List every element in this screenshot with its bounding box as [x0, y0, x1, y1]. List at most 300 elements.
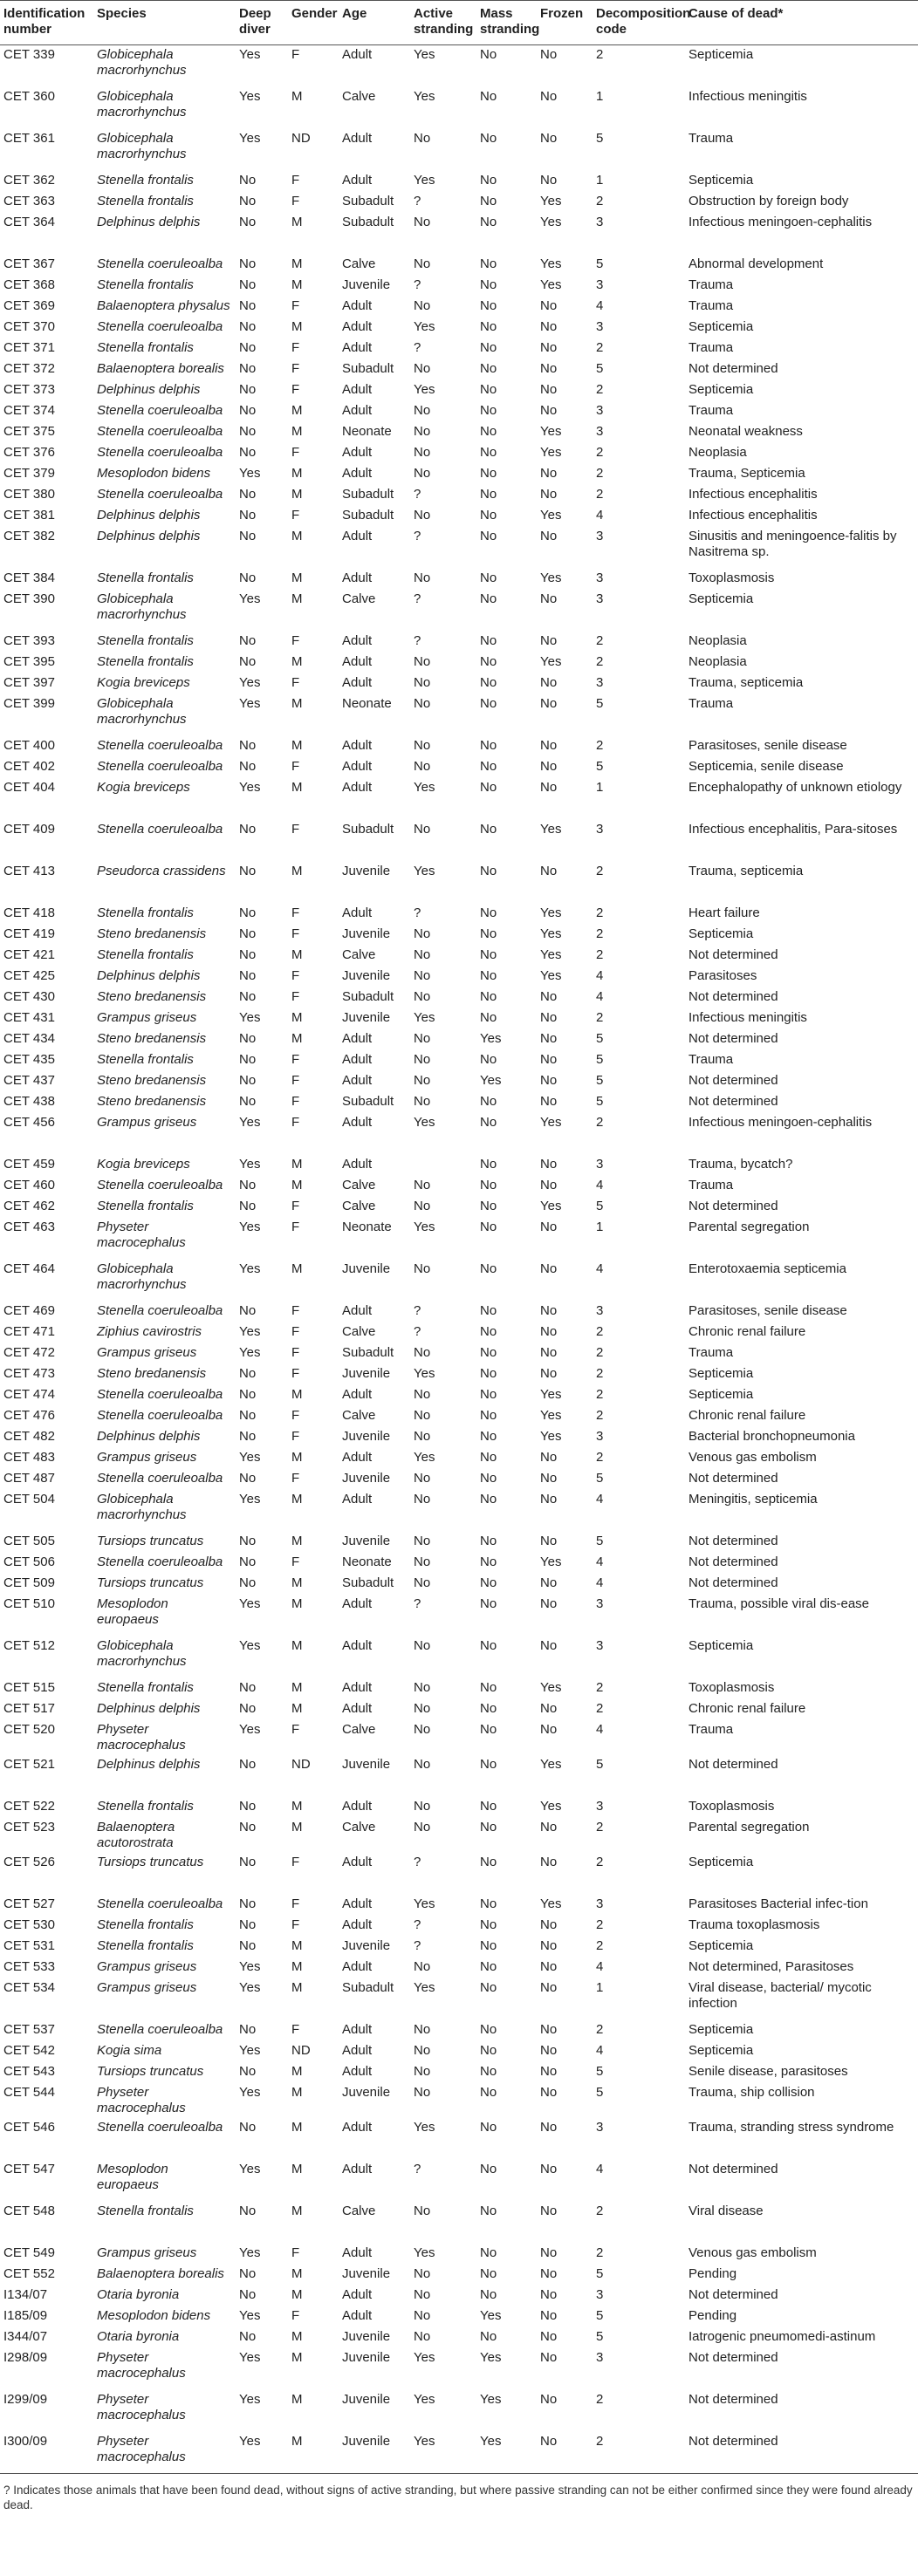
cell-species: Globicephala macrorhynchus [97, 695, 187, 727]
cell-decomposition: 2 [596, 2391, 604, 2407]
cell-deep-diver: No [239, 339, 257, 355]
cell-decomposition: 3 [596, 570, 604, 585]
cell-active-stranding: No [414, 1261, 431, 1276]
cell-cause: Pending [688, 2307, 737, 2323]
cell-decomposition: 3 [596, 1595, 604, 1611]
header-active-stranding: Active stranding [410, 1, 476, 45]
cell-mass-stranding: No [480, 1819, 497, 1835]
cell-id: CET 487 [3, 1470, 55, 1486]
cell-gender: M [291, 1156, 303, 1172]
cell-decomposition: 4 [596, 2042, 604, 2058]
table-row [0, 1302, 918, 1322]
cell-mass-stranding: Yes [476, 2432, 537, 2474]
cell-age: Juvenile [342, 1009, 391, 1025]
cell-active-stranding: Yes [414, 1896, 435, 1911]
cell-gender: M [291, 2161, 303, 2176]
cell-frozen: No [540, 47, 558, 62]
cell-species: Stenella coeruleoalba [97, 737, 223, 753]
cell-decomposition: 4 [596, 1261, 604, 1276]
cell-active-stranding: No [414, 2265, 431, 2281]
table-row [0, 946, 918, 967]
cell-age: Juvenile [342, 2349, 391, 2365]
cell-age: Adult [342, 758, 373, 774]
cell-mass-stranding: No [480, 1470, 497, 1486]
cell-cause: Septicemia [688, 47, 754, 62]
cell-age: Adult [342, 1917, 373, 1932]
cell-frozen: No [540, 1575, 558, 1590]
cell-active-stranding: Yes [414, 2349, 435, 2365]
cell-age: Adult [342, 1700, 373, 1716]
cell-mass-stranding: No [480, 2084, 497, 2100]
header-mass-stranding: Mass stranding [476, 1, 537, 45]
cell-id: CET 409 [3, 821, 55, 837]
cell-deep-diver: No [239, 277, 257, 292]
cell-id: I299/09 [3, 2391, 48, 2407]
cell-decomposition: 4 [596, 297, 604, 313]
cell-species: Stenella frontalis [97, 653, 194, 669]
cell-cause: Not determined [688, 2391, 778, 2407]
cell-species: Stenella coeruleoalba [97, 1302, 223, 1318]
cell-cause: Infectious encephalitis, Para-sitoses [688, 821, 898, 837]
cell-mass-stranding: No [480, 1595, 497, 1611]
cell-age: Calve [342, 1407, 376, 1423]
cell-active-stranding: Yes [414, 1219, 435, 1234]
cell-id: CET 425 [3, 967, 55, 983]
cell-age: Juvenile [342, 277, 391, 292]
cell-id: CET 368 [3, 277, 55, 292]
cell-age: Adult [342, 297, 373, 313]
cell-frozen: No [540, 695, 558, 711]
cell-species: Tursiops truncatus [97, 1575, 204, 1590]
cell-active-stranding: ? [414, 277, 421, 292]
cell-frozen: Yes [540, 423, 562, 439]
cell-frozen: No [540, 674, 558, 690]
cell-decomposition: 3 [596, 591, 604, 606]
cell-active-stranding: No [414, 1030, 431, 1046]
cell-gender: F [291, 360, 300, 376]
cell-cause: Not determined [685, 2432, 918, 2474]
cell-active-stranding: No [414, 130, 431, 146]
cell-species: Stenella frontalis [97, 277, 194, 292]
table-row [0, 1916, 918, 1937]
cell-species: Globicephala macrorhynchus [97, 1637, 187, 1669]
cell-frozen: No [540, 1449, 558, 1465]
cell-cause: Trauma, bycatch? [688, 1156, 793, 1172]
cell-mass-stranding: No [480, 2286, 497, 2302]
cell-age: Adult [342, 465, 373, 481]
cell-age: Neonate [342, 695, 392, 711]
cell-frozen: No [540, 1595, 558, 1611]
table-row [0, 255, 918, 276]
table-row [0, 1678, 918, 1699]
cell-active-stranding: No [414, 821, 431, 837]
cell-cause: Not determined [688, 360, 778, 376]
cell-species: Stenella frontalis [97, 905, 194, 920]
cell-active-stranding: ? [414, 1595, 421, 1611]
cell-deep-diver: Yes [239, 1156, 261, 1172]
cell-cause: Not determined [688, 1533, 778, 1548]
cell-species: Globicephala macrorhynchus [97, 1261, 187, 1292]
cell-species: Delphinus delphis [97, 967, 201, 983]
cell-active-stranding: Yes [414, 1979, 435, 1995]
cell-deep-diver: No [239, 653, 257, 669]
cell-id: CET 438 [3, 1093, 55, 1109]
cell-active-stranding: No [414, 967, 431, 983]
cell-gender: F [291, 2021, 300, 2037]
cell-frozen: Yes [540, 1407, 562, 1423]
cell-id: CET 373 [3, 381, 55, 397]
cell-frozen: No [540, 1700, 558, 1716]
cell-mass-stranding: No [480, 47, 497, 62]
table-row [0, 1343, 918, 1364]
cell-deep-diver: No [239, 1575, 257, 1590]
cell-age: Neonate [342, 1554, 392, 1569]
cell-active-stranding: Yes [414, 172, 435, 188]
table-row [0, 925, 918, 946]
table-row [0, 1755, 918, 1797]
cell-gender: M [291, 1637, 303, 1653]
cell-decomposition: 3 [596, 402, 604, 418]
cell-mass-stranding: No [480, 1365, 497, 1381]
table-row [0, 87, 918, 129]
cell-gender: F [291, 1470, 300, 1486]
cell-age: Adult [342, 2245, 373, 2260]
cell-frozen: Yes [540, 214, 562, 229]
cell-gender: M [291, 1679, 303, 1695]
cell-id: CET 512 [3, 1637, 55, 1653]
cell-cause: Toxoplasmosis [688, 570, 775, 585]
cell-cause: Infectious encephalitis [688, 507, 818, 523]
cell-mass-stranding: No [480, 2119, 497, 2135]
cell-active-stranding: ? [414, 1854, 421, 1869]
cell-age: Adult [342, 2286, 373, 2302]
cell-gender: M [291, 2349, 303, 2365]
cell-age: Adult [342, 2042, 373, 2058]
cell-active-stranding: ? [414, 2161, 421, 2176]
cell-deep-diver: No [239, 2265, 257, 2281]
cell-decomposition: 5 [596, 1198, 604, 1213]
cell-deep-diver: Yes [239, 1449, 261, 1465]
cell-frozen: No [540, 172, 558, 188]
cell-gender: F [291, 1114, 300, 1130]
table-row [0, 1699, 918, 1720]
cell-gender: F [291, 172, 300, 188]
cell-species: Stenella frontalis [97, 570, 194, 585]
cell-frozen: Yes [540, 1798, 562, 1814]
cell-id: CET 549 [3, 2245, 55, 2260]
cell-deep-diver: No [239, 570, 257, 585]
table-row [0, 1895, 918, 1916]
cell-deep-diver: Yes [239, 674, 261, 690]
cell-age: Subadult [342, 1344, 394, 1360]
cell-gender: M [291, 1575, 303, 1590]
cell-age: Juvenile [342, 926, 391, 941]
cell-decomposition: 2 [596, 653, 604, 669]
cell-active-stranding: No [414, 1072, 431, 1088]
cell-cause: Not determined [688, 1072, 778, 1088]
cell-deep-diver: No [239, 1365, 257, 1381]
cell-gender: ND [291, 2042, 311, 2058]
cell-mass-stranding: No [480, 1756, 497, 1772]
cell-deep-diver: No [239, 632, 257, 648]
cell-deep-diver: Yes [239, 2084, 261, 2100]
cell-active-stranding: No [414, 2307, 431, 2323]
cell-mass-stranding: No [480, 758, 497, 774]
cell-mass-stranding: No [480, 1156, 497, 1172]
cell-frozen: No [540, 1979, 558, 1995]
cell-decomposition: 3 [596, 318, 604, 334]
cell-deep-diver: No [239, 2328, 257, 2344]
cell-age: Neonate [342, 1219, 392, 1234]
cell-frozen: No [540, 360, 558, 376]
cell-gender: M [291, 423, 303, 439]
cell-frozen: No [540, 988, 558, 1004]
cell-gender: M [291, 1979, 303, 1995]
cell-species: Stenella frontalis [97, 1798, 194, 1814]
cell-species: Stenella coeruleoalba [97, 1407, 223, 1423]
cell-gender: F [291, 1896, 300, 1911]
cell-mass-stranding: No [480, 193, 497, 208]
cell-frozen: Yes [540, 1198, 562, 1213]
cell-decomposition: 2 [596, 1679, 604, 1695]
table-row [0, 1853, 918, 1895]
cell-decomposition: 5 [596, 1030, 604, 1046]
cell-age: Adult [342, 528, 373, 543]
cell-gender: F [291, 507, 300, 523]
cell-mass-stranding: No [480, 1428, 497, 1444]
cell-deep-diver: Yes [239, 1637, 261, 1653]
table-row [0, 2041, 918, 2062]
cell-gender: M [291, 318, 303, 334]
cell-gender: F [291, 1344, 300, 1360]
cell-cause: Not determined [688, 1030, 778, 1046]
table-row [0, 1720, 918, 1755]
cell-active-stranding: ? [414, 1302, 421, 1318]
cell-decomposition: 1 [596, 172, 604, 188]
cell-id: I185/09 [3, 2307, 48, 2323]
cell-species: Physeter macrocephalus [97, 2084, 186, 2115]
cell-frozen: Yes [540, 1386, 562, 1402]
cell-cause: Trauma, septicemia [688, 863, 804, 878]
header-decomposition: Decomposition code [593, 1, 685, 45]
cell-active-stranding: No [414, 2021, 431, 2037]
cell-age: Adult [342, 1491, 373, 1507]
cell-mass-stranding: No [480, 1407, 497, 1423]
cell-species: Globicephala macrorhynchus [97, 1491, 187, 1522]
cell-decomposition: 3 [596, 2119, 604, 2135]
table-row [0, 297, 918, 318]
cell-gender: F [291, 1093, 300, 1109]
cell-mass-stranding: No [480, 1093, 497, 1109]
cell-mass-stranding: No [480, 1261, 497, 1276]
cell-active-stranding: No [414, 444, 431, 460]
table-row [0, 1469, 918, 1490]
cell-mass-stranding: No [480, 1937, 497, 1953]
cell-species: Stenella coeruleoalba [97, 758, 223, 774]
cell-gender: F [291, 926, 300, 941]
cell-mass-stranding: No [480, 2021, 497, 2037]
cell-id: CET 462 [3, 1198, 55, 1213]
cell-age: Adult [342, 339, 373, 355]
cell-gender: M [291, 1009, 303, 1025]
cell-frozen: No [540, 2245, 558, 2260]
cell-species: Otaria byronia [97, 2328, 180, 2344]
cell-cause: Encephalopathy of unknown etiology [688, 779, 902, 795]
cell-species: Stenella coeruleoalba [97, 256, 223, 271]
cell-gender: F [291, 339, 300, 355]
cell-id: CET 472 [3, 1344, 55, 1360]
cell-gender: F [291, 967, 300, 983]
cell-deep-diver: Yes [239, 130, 261, 146]
cell-mass-stranding: No [480, 88, 497, 104]
cell-gender: ND [291, 130, 311, 146]
table-row [0, 1071, 918, 1092]
cell-gender: F [291, 821, 300, 837]
cell-id: CET 363 [3, 193, 55, 208]
table-row [0, 1937, 918, 1958]
cell-decomposition: 2 [596, 486, 604, 502]
cell-frozen: No [540, 2328, 558, 2344]
cell-decomposition: 4 [596, 967, 604, 983]
cell-deep-diver: Yes [236, 2432, 288, 2474]
cell-cause: Trauma, septicemia [688, 674, 804, 690]
cell-mass-stranding: No [480, 674, 497, 690]
cell-age: Adult [342, 1637, 373, 1653]
cell-age: Calve [342, 591, 376, 606]
cell-mass-stranding: No [480, 423, 497, 439]
cell-active-stranding: No [414, 570, 431, 585]
cell-mass-stranding: No [480, 821, 497, 837]
cell-age: Calve [342, 1198, 376, 1213]
cell-gender: M [291, 277, 303, 292]
cell-active-stranding: Yes [414, 863, 435, 878]
cell-species: Stenella coeruleoalba [97, 821, 223, 837]
cell-deep-diver: Yes [239, 88, 261, 104]
cell-species: Steno bredanensis [97, 1030, 207, 1046]
cell-deep-diver: Yes [239, 2391, 261, 2407]
cell-gender: F [291, 1198, 300, 1213]
cell-frozen: No [540, 2203, 558, 2218]
cell-age: Adult [342, 444, 373, 460]
cell-id: CET 372 [3, 360, 55, 376]
cell-id: CET 547 [3, 2161, 55, 2176]
cell-active-stranding: No [414, 653, 431, 669]
cell-id: CET 526 [3, 1854, 55, 1869]
cell-frozen: No [540, 2084, 558, 2100]
cell-active-stranding: No [414, 1700, 431, 1716]
cell-decomposition: 2 [596, 1365, 604, 1381]
table-row [0, 1364, 918, 1385]
cell-mass-stranding: No [480, 1575, 497, 1590]
cell-cause: Septicemia [688, 318, 754, 334]
cell-gender: M [291, 946, 303, 962]
cell-cause: Chronic renal failure [688, 1407, 806, 1423]
cell-age: Adult [342, 905, 373, 920]
cell-decomposition: 2 [596, 444, 604, 460]
cell-species: Delphinus delphis [97, 507, 201, 523]
cell-frozen: Yes [540, 1896, 562, 1911]
table-row [0, 171, 918, 192]
cell-species: Delphinus delphis [97, 1428, 201, 1444]
cell-id: I298/09 [3, 2349, 48, 2365]
cell-deep-diver: No [239, 360, 257, 376]
table-row [0, 1092, 918, 1113]
cell-gender: F [291, 758, 300, 774]
cell-id: CET 476 [3, 1407, 55, 1423]
cell-id: CET 515 [3, 1679, 55, 1695]
cell-id: CET 527 [3, 1896, 55, 1911]
table-row [0, 2062, 918, 2083]
cell-cause: Senile disease, parasitoses [688, 2063, 848, 2079]
cell-gender: F [291, 1854, 300, 1869]
cell-id: CET 537 [3, 2021, 55, 2037]
table-row [0, 736, 918, 757]
cell-frozen: No [540, 1093, 558, 1109]
header-gender: Gender [288, 1, 339, 45]
cell-age: Subadult [342, 507, 394, 523]
cell-id: CET 395 [3, 653, 55, 669]
cell-decomposition: 5 [596, 1093, 604, 1109]
cell-cause: Parental segregation [688, 1819, 810, 1835]
cell-mass-stranding: No [480, 402, 497, 418]
cell-decomposition: 2 [596, 339, 604, 355]
cell-id: CET 544 [3, 2084, 55, 2100]
cell-mass-stranding: No [480, 130, 497, 146]
cell-mass-stranding: No [480, 2042, 497, 2058]
cell-id: CET 400 [3, 737, 55, 753]
cell-species: Grampus griseus [97, 1449, 197, 1465]
table-row [0, 1260, 918, 1302]
cell-gender: M [291, 465, 303, 481]
cell-age: Calve [342, 1177, 376, 1192]
cell-decomposition: 3 [596, 1428, 604, 1444]
cell-decomposition: 4 [596, 1721, 604, 1737]
cell-species: Physeter macrocephalus [97, 1721, 186, 1753]
cell-active-stranding: ? [414, 1917, 421, 1932]
cell-active-stranding: Yes [414, 2391, 435, 2407]
cell-id: CET 456 [3, 1114, 55, 1130]
cell-active-stranding: No [414, 360, 431, 376]
cell-mass-stranding: No [480, 946, 497, 962]
cell-deep-diver: No [239, 926, 257, 941]
cell-active-stranding: Yes [414, 47, 435, 62]
cell-id: CET 460 [3, 1177, 55, 1192]
header-identification: Identification number [0, 1, 93, 45]
table-row [0, 318, 918, 338]
cell-frozen: No [540, 758, 558, 774]
cell-species: Stenella frontalis [97, 632, 194, 648]
cell-decomposition: 3 [596, 2286, 604, 2302]
cell-cause: Not determined [688, 2161, 778, 2176]
cell-decomposition: 3 [596, 528, 604, 543]
cell-active-stranding: No [414, 1051, 431, 1067]
table-row [0, 527, 918, 569]
cell-frozen: No [540, 2265, 558, 2281]
cell-active-stranding: ? [414, 591, 421, 606]
cell-decomposition: 5 [596, 695, 604, 711]
cell-frozen: Yes [540, 444, 562, 460]
cell-species: Stenella frontalis [97, 1937, 194, 1953]
cell-id: CET 473 [3, 1365, 55, 1381]
cell-deep-diver: No [239, 1798, 257, 1814]
cell-cause: Not determined [688, 988, 778, 1004]
cell-species: Otaria byronia [97, 2286, 180, 2302]
cell-deep-diver: No [239, 2203, 257, 2218]
cell-id: CET 430 [3, 988, 55, 1004]
cell-mass-stranding: No [480, 2265, 497, 2281]
cell-age: Subadult [342, 988, 394, 1004]
cell-species: Balaenoptera borealis [97, 360, 224, 376]
